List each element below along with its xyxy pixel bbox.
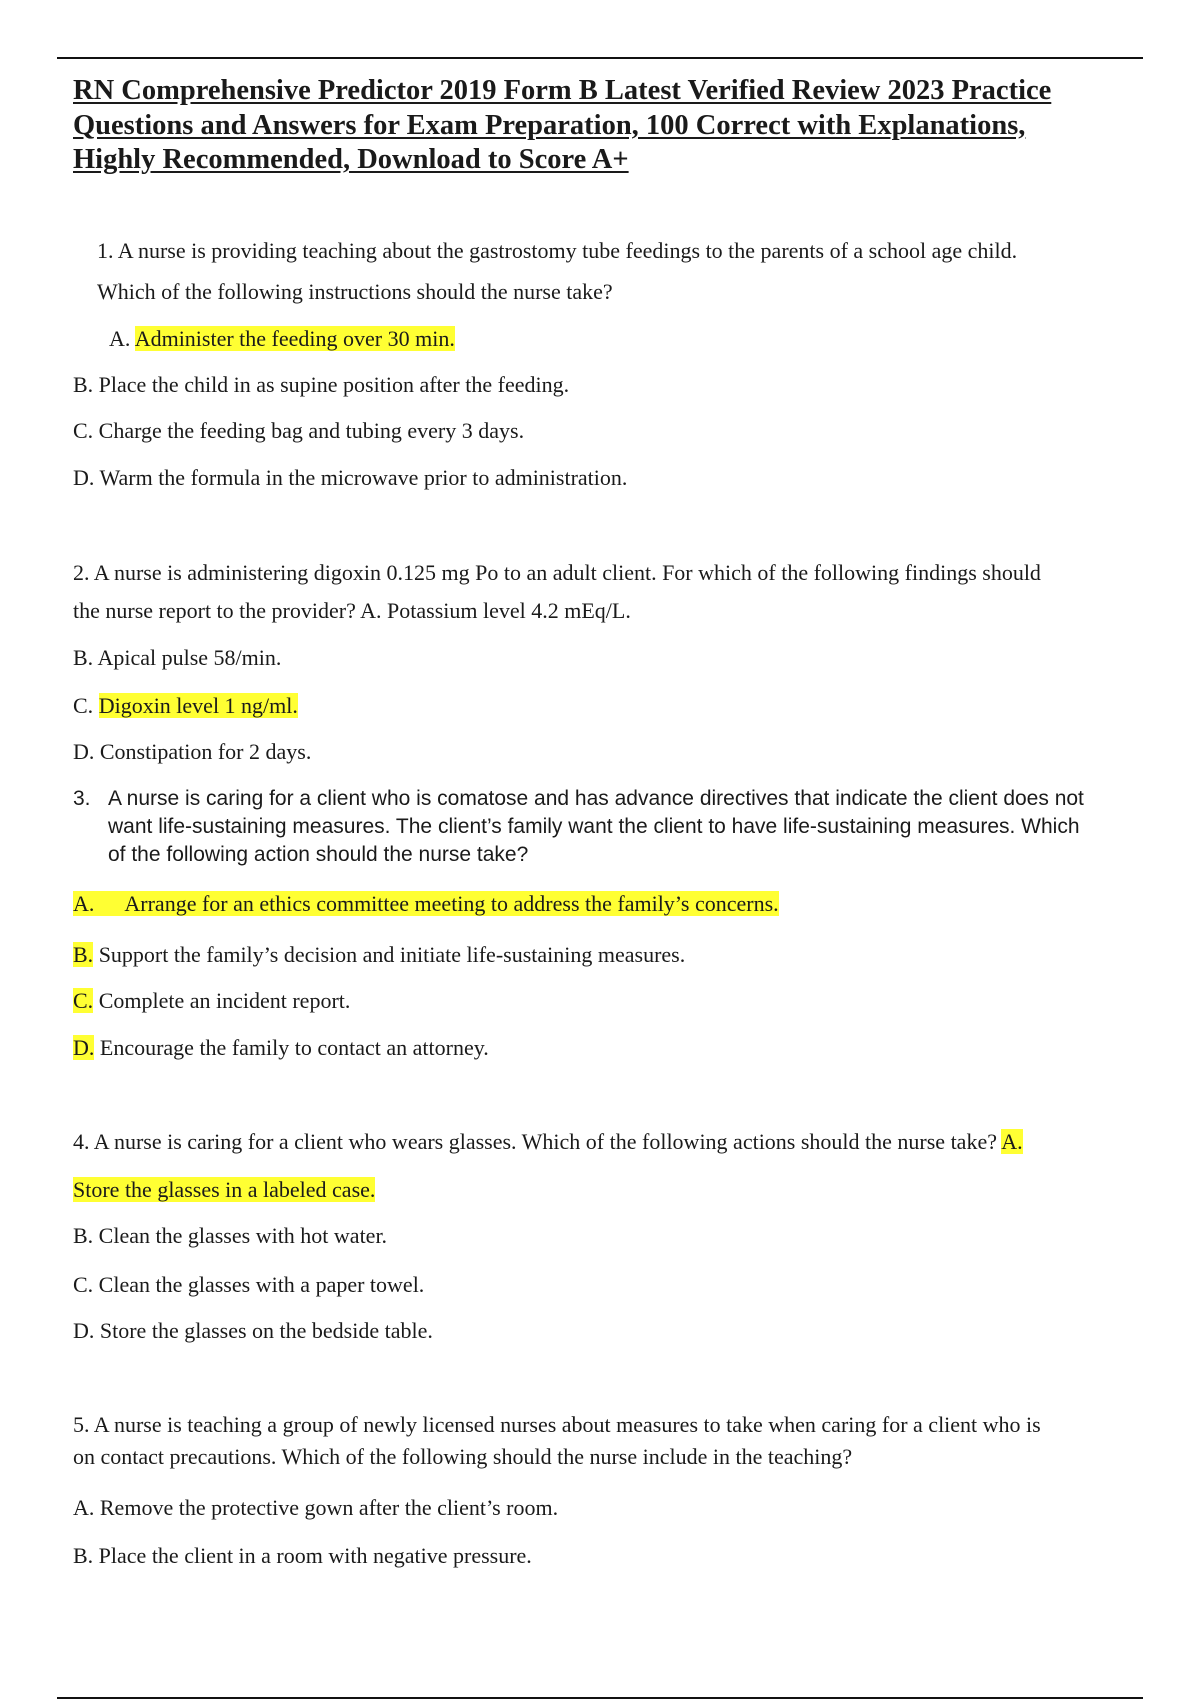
q3-stem-line-1-text: A nurse is caring for a client who is comatose and has advance directives that indicate the client does not <box>108 787 1084 810</box>
q2-option-c-letter: C. <box>73 693 99 718</box>
q5-option-b: B. Place the client in a room with negative pressure. <box>73 1543 532 1568</box>
q5-stem-line-1: 5. A nurse is teaching a group of newly licensed nurses about measures to take when caring for a client who is <box>73 1412 1041 1437</box>
q1-option-d: D. Warm the formula in the microwave prior to administration. <box>73 465 628 490</box>
q1-option-b: B. Place the child in as supine position after the feeding. <box>73 372 570 397</box>
q3-option-d-text: Encourage the family to contact an attorney. <box>94 1035 489 1060</box>
q2-option-c-answer: Digoxin level 1 ng/ml. <box>98 693 298 718</box>
q3-option-a-answer <box>73 891 779 916</box>
q1-option-c: C. Charge the feeding bag and tubing every 3 days. <box>73 418 525 443</box>
bottom-rule <box>57 1697 1143 1699</box>
title-line-3: Highly Recommended, Download to Score A+ <box>73 144 629 175</box>
q4-option-c: C. Clean the glasses with a paper towel. <box>73 1272 425 1297</box>
q1-option-a-letter: A. <box>109 326 135 351</box>
top-rule <box>57 57 1143 59</box>
q4-stem-line-1 <box>73 1129 1023 1155</box>
q1-stem-line-1: 1. A nurse is providing teaching about the gastrostomy tube feedings to the parents of a school age child. <box>97 238 1018 263</box>
q4-option-a-letter: A. <box>1001 1129 1023 1154</box>
q3-option-c-letter: C. <box>73 988 94 1013</box>
q1-option-a-answer: Administer the feeding over 30 min. <box>134 326 455 351</box>
q5-option-a: A. Remove the protective gown after the client’s room. <box>73 1495 559 1520</box>
q2-stem-line-2: the nurse report to the provider? A. Potassium level 4.2 mEq/L. <box>73 598 631 623</box>
q2-option-c <box>73 693 298 719</box>
q3-option-d <box>73 1035 489 1061</box>
q3-option-c <box>73 988 350 1014</box>
q5-stem-line-2: on contact precautions. Which of the following should the nurse include in the teaching? <box>73 1444 853 1469</box>
q2-stem-line-1: 2. A nurse is administering digoxin 0.125 mg Po to an adult client. For which of the following findings should <box>73 560 1041 585</box>
q3-option-a <box>73 891 779 917</box>
title-line-1: RN Comprehensive Predictor 2019 Form B Latest Verified Review 2023 Practice <box>73 75 1052 106</box>
q1-option-a <box>109 326 455 352</box>
q3-option-b <box>73 942 685 968</box>
q2-option-b: B. Apical pulse 58/min. <box>73 645 282 670</box>
q4-stem-text: 4. A nurse is caring for a client who wears glasses. Which of the following actions should the nurse take? <box>73 1129 1002 1154</box>
q4-option-a <box>73 1177 375 1203</box>
q3-stem-line-1 <box>73 786 1084 812</box>
q3-stem-line-3: of the following action should the nurse take? <box>108 843 529 866</box>
q3-option-a-letter: A. <box>73 891 95 916</box>
q1-stem-line-2: Which of the following instructions should the nurse take? <box>97 279 613 304</box>
q3-option-b-text: Support the family’s decision and initiate life-sustaining measures. <box>93 942 686 967</box>
q3-stem-line-2: want life-sustaining measures. The client’s family want the client to have life-sustaining measures. Which <box>108 815 1080 838</box>
q3-option-c-text: Complete an incident report. <box>93 988 351 1013</box>
title-line-2: Questions and Answers for Exam Preparation, 100 Correct with Explanations, <box>73 109 1026 141</box>
document-title <box>73 74 1143 178</box>
q3-option-a-text: Arrange for an ethics committee meeting to address the family’s concerns. <box>124 891 779 916</box>
q4-option-b: B. Clean the glasses with hot water. <box>73 1223 388 1248</box>
q3-option-d-letter: D. <box>73 1035 95 1060</box>
q4-option-a-answer: Store the glasses in a labeled case. <box>73 1177 376 1202</box>
q4-option-d: D. Store the glasses on the bedside table. <box>73 1318 433 1343</box>
q3-option-b-letter: B. <box>73 942 94 967</box>
q2-option-d: D. Constipation for 2 days. <box>73 739 312 764</box>
q3-number: 3. <box>73 787 91 810</box>
